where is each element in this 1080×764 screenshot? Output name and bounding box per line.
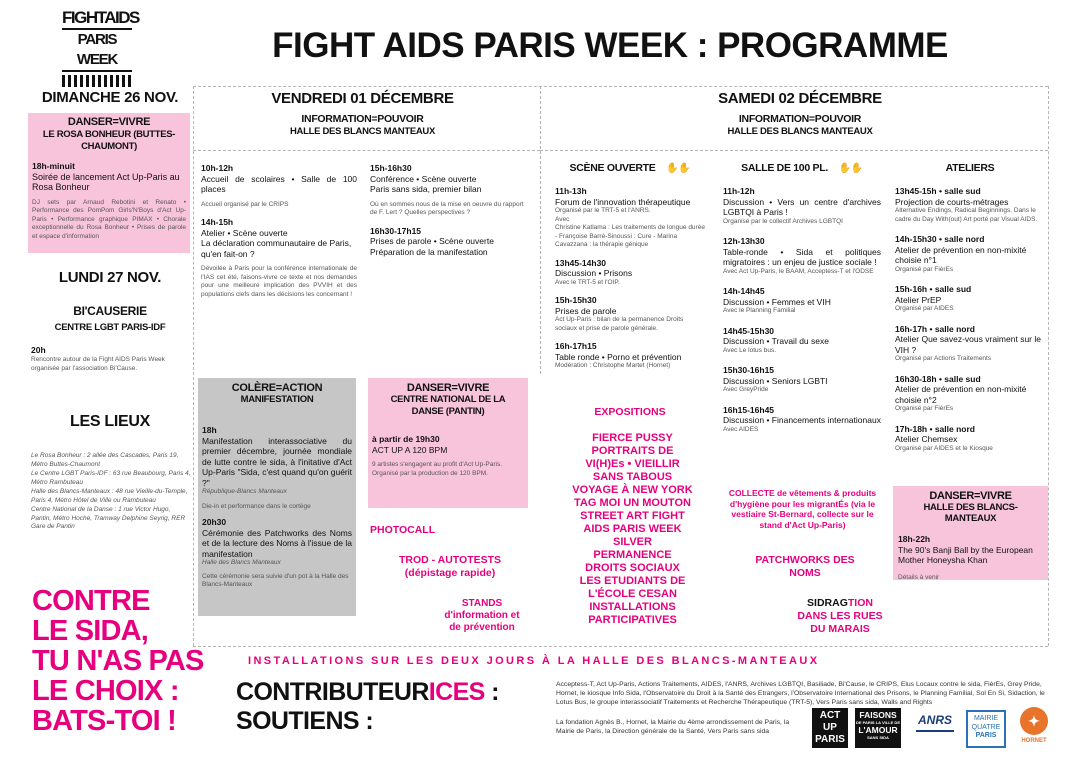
contrib-text: Acceptess-T, Act Up-Paris, Actions Traitements, AIDES, l'ANRS, Archives LGBTQI, Basiliade, Bi'Cause, le CRIPS, Elus Locaux contre le sida, FièrEs, Grey Pride, Hornet, le kiosque Info Sida, l'Observatoire du Droit à la Santé des Etrangers, l'Observatoire International des Prisons, le Planning Familial, Sol En Si, Sidaction, le Lotus Bus, le groupe interassociatif Traitements et Recherche Thérapeutique (TRT-5), Vers Paris sans sida, Walls and Rights <box>556 681 1045 706</box>
slogan-line: LE CHOIX : <box>32 675 179 707</box>
event-time: 10h-12h <box>201 163 234 173</box>
event-desc: Avec Le lotus bus. <box>723 346 776 354</box>
event-title: Atelier • Scène ouverte La déclaration communautaire de Paris, qu'en fait-on ? <box>201 227 352 259</box>
event-time: 16h15-16h45 <box>723 404 775 415</box>
event-title: Table ronde • Porno et prévention <box>555 351 682 362</box>
hornet-logo <box>1016 707 1052 751</box>
collecte: COLLECTE de vêtements & produits d'hygiène pour les migrantÉs (via le vestiaire St-Bernard, collecte sur le stand d'Act Up-Paris) <box>728 488 877 530</box>
place-item: Centre National de la Danse : 1 rue Victor Hugo, Pantin, Métro Hoche, Tramway Delphine Seyrig, RER Gare de Pantin <box>31 506 186 530</box>
event-title: Prises de parole • Scène ouverte Préparation de la manifestation <box>370 236 494 257</box>
event-title: Projection de courts-métrages <box>895 196 1009 207</box>
mairie-logo-line: PARIS <box>975 732 997 739</box>
salle-head <box>722 162 882 174</box>
stands-line3: de prévention <box>449 622 515 633</box>
scene-col <box>555 186 705 379</box>
friday-rule <box>193 150 540 151</box>
faisons-logo-line: L'AMOUR <box>858 725 898 735</box>
anrs-logo <box>910 712 960 746</box>
event-title: Atelier Que savez-vous vraiment sur le VIH ? <box>895 334 1041 355</box>
faisons-logo-line: DE PARIS LA VILLE DE <box>855 720 900 725</box>
trod-line2: (dépistage rapide) <box>404 567 496 579</box>
sunday-event: Soirée de lancement Act Up-Paris au Rosa Bonheur <box>32 171 180 192</box>
event-desc: Organisé par FièrEs <box>895 265 954 273</box>
event-time: 11h-13h <box>555 186 587 196</box>
banji-event: The 90's Banji Ball by the European Mother Honeysha Khan <box>898 544 1033 565</box>
event-title: Accueil de scolaires • Salle de 100 places <box>201 173 357 194</box>
sunday-day: DIMANCHE 26 NOV. <box>41 89 179 106</box>
friday-day: VENDREDI 01 DÉCEMBRE <box>271 90 454 107</box>
danse-time: à partir de 19h30 <box>372 434 440 444</box>
event-desc: Dévoilée à Paris pour la conférence internationale de l'IAS cet été, faisons-vivre ce texte et nos demandes pour une meilleure implication des PVVIH et des populations clefs dans les décisions les concernant ! <box>201 265 357 298</box>
colere-event1: Manifestation interassociative du premier décembre, journée mondiale de lutte contre le sida, à l'initative d'Act Up-Paris "Sida, c'est quand qu'on guérit ?" <box>202 435 352 488</box>
colere-place1: République-Blancs Manteaux <box>202 488 287 495</box>
faisons-logo-line: FAISONS <box>859 710 897 720</box>
monday-time: 20h <box>31 345 46 355</box>
event-time: 14h-15h30 • salle nord <box>895 234 985 244</box>
soutiens-text: La fondation Agnès B., Hornet, la Mairie du 4ème arrondissement de Paris, la Mairie de Paris, la Direction générale de la Santé, Vers Paris sans sida <box>556 719 790 735</box>
saturday-hall-title: INFORMATION=POUVOIR <box>738 113 862 125</box>
event-title: Discussion • Prisons <box>555 268 633 278</box>
contrib-part1: CONTRIBUTEUR <box>236 678 429 706</box>
exposition-item: L'ÉCOLE CESAN <box>588 588 677 600</box>
exposition-item: DROITS SOCIAUX <box>585 562 680 574</box>
sunday-box-title: DANSER=VIVRE <box>67 116 151 128</box>
mairie-logo-line: QUATRE <box>971 723 1001 731</box>
stands <box>432 598 532 634</box>
patchworks-line2: NOMS <box>789 567 821 579</box>
event-desc: Organisé par le collectif Archives LGBTQI <box>723 217 843 225</box>
scene-head <box>555 162 705 174</box>
event-time: 13h45-14h30 <box>555 257 607 268</box>
colere-time1: 18h <box>202 425 217 435</box>
exposition-item: SILVER <box>613 536 652 548</box>
banji-desc: Détails à venir <box>898 573 940 581</box>
faisons-logo <box>855 708 901 748</box>
event-time: 13h45-15h • salle sud <box>895 186 981 196</box>
event-desc: Avec AIDES <box>723 425 759 433</box>
exposition-item: SANS TABOUS <box>592 471 673 483</box>
saturday-day: SAMEDI 02 DÉCEMBRE <box>718 90 882 107</box>
event-title: Discussion • Femmes et VIH <box>723 296 831 307</box>
event-title: Forum de l'innovation thérapeutique <box>555 196 691 207</box>
event-desc: Alternative Endings, Radical Beginnings. Dans le cadre du Day With(out) Art porté par Visual AIDS. <box>895 207 1038 223</box>
colere-time2: 20h30 <box>202 517 227 527</box>
frame-bottom <box>193 646 1048 647</box>
event-title: Conférence • Scène ouverte Paris sans sida, premier bilan <box>370 173 482 194</box>
friday-hall-title: INFORMATION=POUVOIR <box>301 113 424 125</box>
frame-left <box>193 86 194 646</box>
exposition-item: PORTRAITS DE <box>591 445 674 457</box>
installations-banner: INSTALLATIONS SUR LES DEUX JOURS À LA HALLE DES BLANCS-MANTEAUX <box>248 655 820 667</box>
logo-stripe <box>62 75 132 87</box>
stands-line1: STANDS <box>461 598 503 609</box>
frame-right <box>1048 86 1049 646</box>
monday-sub: CENTRE LGBT PARIS-IDF <box>54 322 166 333</box>
exposition-item: INSTALLATIONS <box>589 601 676 613</box>
patchworks <box>740 554 870 580</box>
trod-line1: TROD - AUTOTESTS <box>398 554 502 566</box>
event-title: Atelier Chemsex <box>895 434 958 444</box>
place-item: Le Centre LGBT Paris-IDF : 63 rue Beaubourg, Paris 4, Métro Rambuteau <box>31 470 191 486</box>
ateliers-head: ATELIERS <box>945 162 995 174</box>
hornet-icon: ✦ <box>1020 707 1048 735</box>
actup-logo-line: UP <box>823 722 837 733</box>
sidragtion-line3: DU MARAIS <box>810 623 870 635</box>
event-time: 17h-18h • salle nord <box>895 423 975 434</box>
actup-logo-line: PARIS <box>815 734 845 745</box>
event-time: 16h-17h • salle nord <box>895 323 975 334</box>
colere-sub: MANIFESTATION <box>240 394 314 405</box>
event-time: 15h30-16h15 <box>723 365 775 375</box>
sidragtion-part1: SIDRAG <box>807 597 848 609</box>
colere-desc1: Die-in et performance dans le cortège <box>202 502 311 510</box>
sidragtion <box>780 597 900 636</box>
mairie-logo <box>966 710 1006 748</box>
saturday-rule <box>540 150 1048 151</box>
event-time: 15h-16h30 <box>370 163 412 173</box>
event-desc: Avec Act Up-Paris, le BAAM, Acceptess-T et l'ODSE <box>723 267 874 275</box>
scene-head-label: SCÈNE OUVERTE <box>569 162 656 174</box>
page-title: FIGHT AIDS PARIS WEEK : PROGRAMME <box>272 26 948 65</box>
event-desc: Modération : Christophe Martet (Hornet) <box>555 362 671 369</box>
exposition-item: VI(H)Es • VIEILLIR <box>585 458 680 470</box>
faisons-logo-line: SANS SIDA <box>867 735 889 740</box>
banji-sub: HALLE DES BLANCS-MANTEAUX <box>923 502 1018 524</box>
danse-event: ACT UP A 120 BPM <box>372 444 448 455</box>
sunday-desc: DJ sets par Arnaud Rebotini et Renato • Performance des PomPom Girls'N'Boys d'Act Up-Paris • Performance graphique PIMAX • Chorale exceptionnelle du Rosa Bonheur • Prises de parole et espace d'information <box>32 198 186 240</box>
event-time: 15h-16h • salle sud <box>895 284 972 294</box>
friday-col1 <box>201 163 357 307</box>
event-title: Discussion • Vers un centre d'archives LGBTQI à Paris ! <box>723 196 881 217</box>
event-desc: Avec le TRT-5 et l'OIP. <box>555 278 620 286</box>
colere-title: COLÈRE=ACTION <box>231 382 323 394</box>
banji-time: 18h-22h <box>898 534 931 544</box>
exposition-item: TAG MOI UN MOUTON <box>574 497 691 509</box>
salle-col <box>723 186 881 442</box>
event-time: 12h-13h30 <box>723 236 765 246</box>
contrib-part3: : <box>484 678 499 706</box>
anrs-logo-rule <box>916 730 954 732</box>
event-desc: Organisé par le TRT-5 et l'ANRS. Avec Christine Katlama : Les traitements de longue durée - Françoise Barré-Sinoussi : Cure - Marina Cavazzana : la thérapie génique <box>555 207 705 248</box>
sidragtion-part2: TION <box>847 597 873 609</box>
danse-sub: CENTRE NATIONAL DE LA DANSE (PANTIN) <box>390 394 506 417</box>
event-time: 14h45-15h30 <box>723 325 775 336</box>
salle-head-label: SALLE DE 100 PL. <box>741 162 828 174</box>
friday-hall-sub: HALLE DES BLANCS MANTEAUX <box>289 126 436 137</box>
event-title: Table-ronde • Sida et politiques migratoires : un enjeu de justice sociale ! <box>723 246 881 267</box>
danse-title: DANSER=VIVRE <box>406 382 490 394</box>
danse-box <box>368 378 528 508</box>
expositions-title: EXPOSITIONS <box>594 406 666 418</box>
event-title: Atelier PrEP <box>895 294 942 305</box>
event-desc: Organisé par AIDES <box>895 305 954 312</box>
exposition-item: STREET ART FIGHT <box>580 510 685 522</box>
event-time: 14h-14h45 <box>723 286 765 296</box>
day-divider <box>540 86 541 374</box>
colere-box <box>198 378 356 616</box>
event-time: 14h-15h <box>201 217 234 227</box>
event-desc: Où en sommes nous de la mise en oeuvre du rapport de F. Lert ? Quelles perspectives ? <box>370 200 524 216</box>
hands-icon: ✋✋ <box>666 163 691 174</box>
event-time: 16h30-17h15 <box>370 225 422 236</box>
actup-logo-line: ACT <box>819 710 841 721</box>
places-list <box>31 452 191 532</box>
patchworks-line1: PATCHWORKS DES <box>755 554 855 566</box>
slogan-line: TU N'AS PAS <box>32 645 204 677</box>
expositions-list <box>560 432 705 627</box>
event-title: Atelier de prévention en non-mixité choisie n°1 <box>895 244 1027 265</box>
exposition-item: FIERCE PUSSY <box>592 432 673 444</box>
slogan-line: BATS-TOI ! <box>32 705 176 737</box>
anrs-logo-text: ANRS <box>917 713 952 727</box>
sidragtion-line2: DANS LES RUES <box>797 610 883 622</box>
sunday-time: 18h-minuit <box>32 161 75 171</box>
colere-desc2: Cette cérémonie sera suivie d'un pot à la Halle des Blancs-Manteaux <box>202 572 349 588</box>
event-desc: Act Up-Paris : bilan de la permanence Droits sociaux et prise de parole générale. <box>555 316 684 332</box>
event-title: Discussion • Financements internationaux <box>723 415 881 425</box>
event-time: 11h-12h <box>723 186 755 196</box>
colere-place2: Halle des Blancs Manteaux <box>202 559 281 566</box>
exposition-item: LES ETUDIANTS DE <box>579 575 686 587</box>
contrib-heading <box>236 678 499 736</box>
trod <box>390 554 510 580</box>
event-desc: Organisé par Actions Traitements <box>895 355 992 362</box>
event-time: 16h-17h15 <box>555 341 597 351</box>
event-desc: Organisé par AIDES et le Kiosque <box>895 444 993 452</box>
slogan-line: LE SIDA, <box>32 615 149 647</box>
banji-box <box>893 486 1048 580</box>
contrib-part2: ICES <box>428 678 485 706</box>
exposition-item: PARTICIPATIVES <box>588 614 677 626</box>
event-title: Discussion • Travail du sexe <box>723 336 829 346</box>
exposition-item: VOYAGE À NEW YORK <box>572 484 693 496</box>
event-desc: Organisé par FièrEs <box>895 405 954 412</box>
event-desc: Avec le Planning Familial <box>723 307 796 314</box>
mairie-logo-line: MAIRIE <box>973 715 999 722</box>
event-time: 15h-15h30 <box>555 295 597 305</box>
exposition-item: PERMANENCE <box>593 549 672 561</box>
slogan <box>32 586 204 736</box>
colere-event2: Cérémonie des Patchworks des Noms et de la lecture des Noms à l'issue de la manifestation <box>202 527 352 559</box>
friday-col2 <box>370 163 528 265</box>
event-title: Atelier de prévention en non-mixité choisie n°2 <box>895 384 1027 405</box>
frame-top <box>193 86 1048 87</box>
exposition-item: AIDS PARIS WEEK <box>583 523 682 535</box>
event-title: Discussion • Seniors LGBTI <box>723 375 828 386</box>
place-item: Halle des Blancs-Manteaux : 48 rue Vieille-du-Temple, Paris 4, Métro Hôtel de Ville ou Rambuteau <box>31 488 188 504</box>
hands-icon: ✋✋ <box>838 163 863 174</box>
monday-title: BI'CAUSERIE <box>73 304 147 318</box>
event-time: 16h30-18h • salle sud <box>895 373 981 384</box>
monday-desc: Rencontre autour de la Fight AIDS Paris Week organisée par l'association Bi'Cause. <box>31 356 165 372</box>
sunday-box-sub: LE ROSA BONHEUR (BUTTES-CHAUMONT) <box>42 129 176 152</box>
logo-line2: PARIS WEEK <box>62 30 132 72</box>
soutiens-heading: SOUTIENS : <box>236 707 374 735</box>
hornet-logo-text: HORNET <box>1021 738 1047 744</box>
saturday-hall-sub: HALLE DES BLANCS MANTEAUX <box>727 126 873 137</box>
danse-desc: 9 artistes s'engagent au profit d'Act Up-Paris. Organisé par la production de 120 BPM. <box>372 461 503 477</box>
slogan-line: CONTRE <box>32 585 150 617</box>
event-desc: Accueil organisé par le CRIPS <box>201 200 289 208</box>
actup-logo <box>812 708 848 748</box>
place-item: Le Rosa Bonheur : 2 allée des Cascades, Paris 19, Métro Buttes-Chaumont <box>31 452 179 468</box>
monday-day: LUNDI 27 NOV. <box>58 269 162 286</box>
fight-aids-logo <box>62 8 139 84</box>
places-title: LES LIEUX <box>70 413 150 430</box>
event-desc: Avec GreyPride <box>723 386 769 393</box>
event-title: Prises de parole <box>555 305 617 316</box>
sunday-box <box>28 113 190 253</box>
logo-line1: FIGHTAIDS <box>62 8 132 30</box>
stands-line2: d'information et <box>444 610 520 621</box>
photocall: PHOTOCALL <box>370 524 436 536</box>
banji-title: DANSER=VIVRE <box>929 490 1012 502</box>
ateliers-col <box>895 186 1047 461</box>
